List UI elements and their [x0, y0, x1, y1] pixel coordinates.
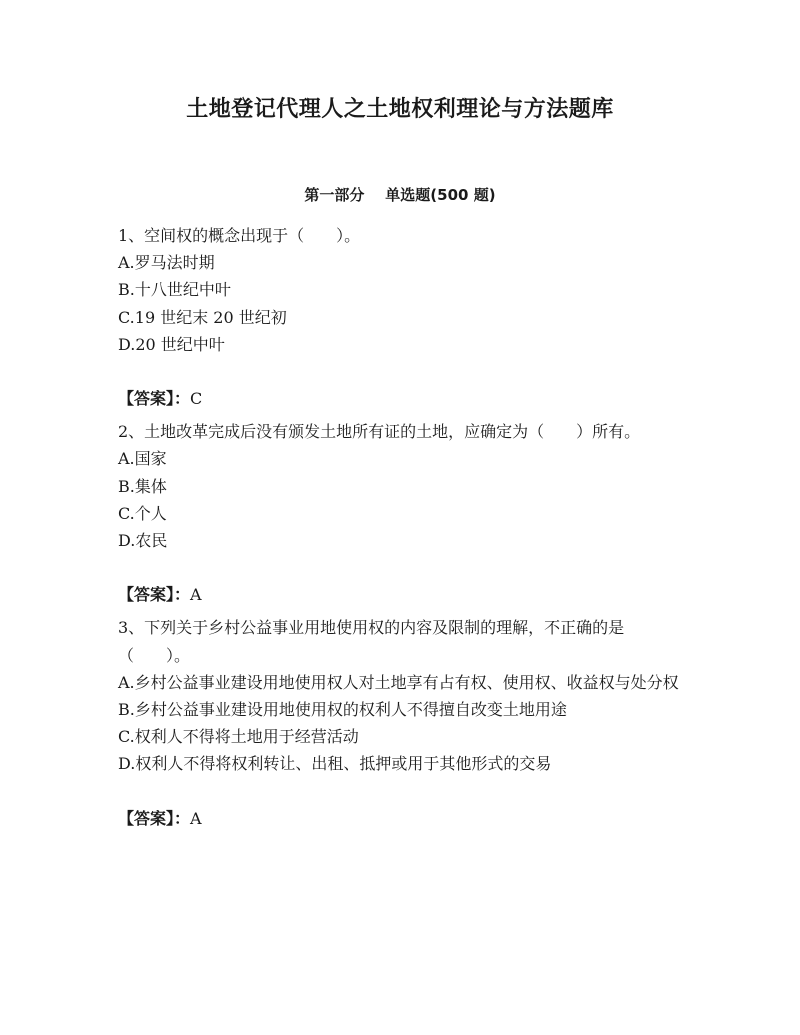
answer-separator: ：: [174, 389, 191, 409]
answer-label: 【答案】: [118, 808, 175, 828]
option-c: C.权利人不得将土地用于经营活动: [118, 727, 359, 747]
question-stem: 1、空间权的概念出现于（ ）。: [118, 226, 361, 245]
option-c: C.19 世纪末 20 世纪初: [118, 307, 287, 327]
question-1: [118, 222, 683, 412]
option-b: B.十八世纪中叶: [118, 280, 231, 300]
answer-line: [118, 385, 683, 412]
option-a: A.国家: [118, 449, 167, 469]
answer-value: A: [190, 808, 202, 828]
question-2: [118, 418, 683, 608]
answer-separator: ：: [174, 808, 191, 828]
answer-label: 【答案】: [118, 585, 175, 605]
document-title: 土地登记代理人之土地权利理论与方法题库: [186, 97, 614, 122]
option-a: A.乡村公益事业建设用地使用权人对土地享有占有权、使用权、收益权与处分权: [118, 672, 679, 692]
answer-line: [118, 581, 683, 608]
option-d: D.权利人不得将权利转让、出租、抵押或用于其他形式的交易: [118, 754, 552, 774]
answer-label: 【答案】: [118, 389, 175, 409]
option-b: B.乡村公益事业建设用地使用权的权利人不得擅自改变土地用途: [118, 700, 567, 720]
answer-line: [118, 805, 683, 832]
question-stem: 2、土地改革完成后没有颁发土地所有证的土地，应确定为（ ）所有。: [118, 422, 641, 442]
answer-value: A: [190, 585, 202, 605]
option-d: D.农民: [118, 531, 168, 551]
option-a: A.罗马法时期: [118, 253, 215, 273]
section-heading: 第一部分 单选题(500 题): [304, 186, 496, 204]
answer-value: C: [190, 389, 203, 409]
question-3: [118, 614, 683, 831]
option-d: D.20 世纪中叶: [118, 334, 225, 354]
question-list: [118, 222, 683, 838]
answer-separator: ：: [174, 585, 191, 605]
question-stem: 3、下列关于乡村公益事业用地使用权的内容及限制的理解，不正确的是（ ）。: [118, 618, 625, 665]
option-b: B.集体: [118, 476, 167, 496]
option-c: C.个人: [118, 503, 167, 523]
